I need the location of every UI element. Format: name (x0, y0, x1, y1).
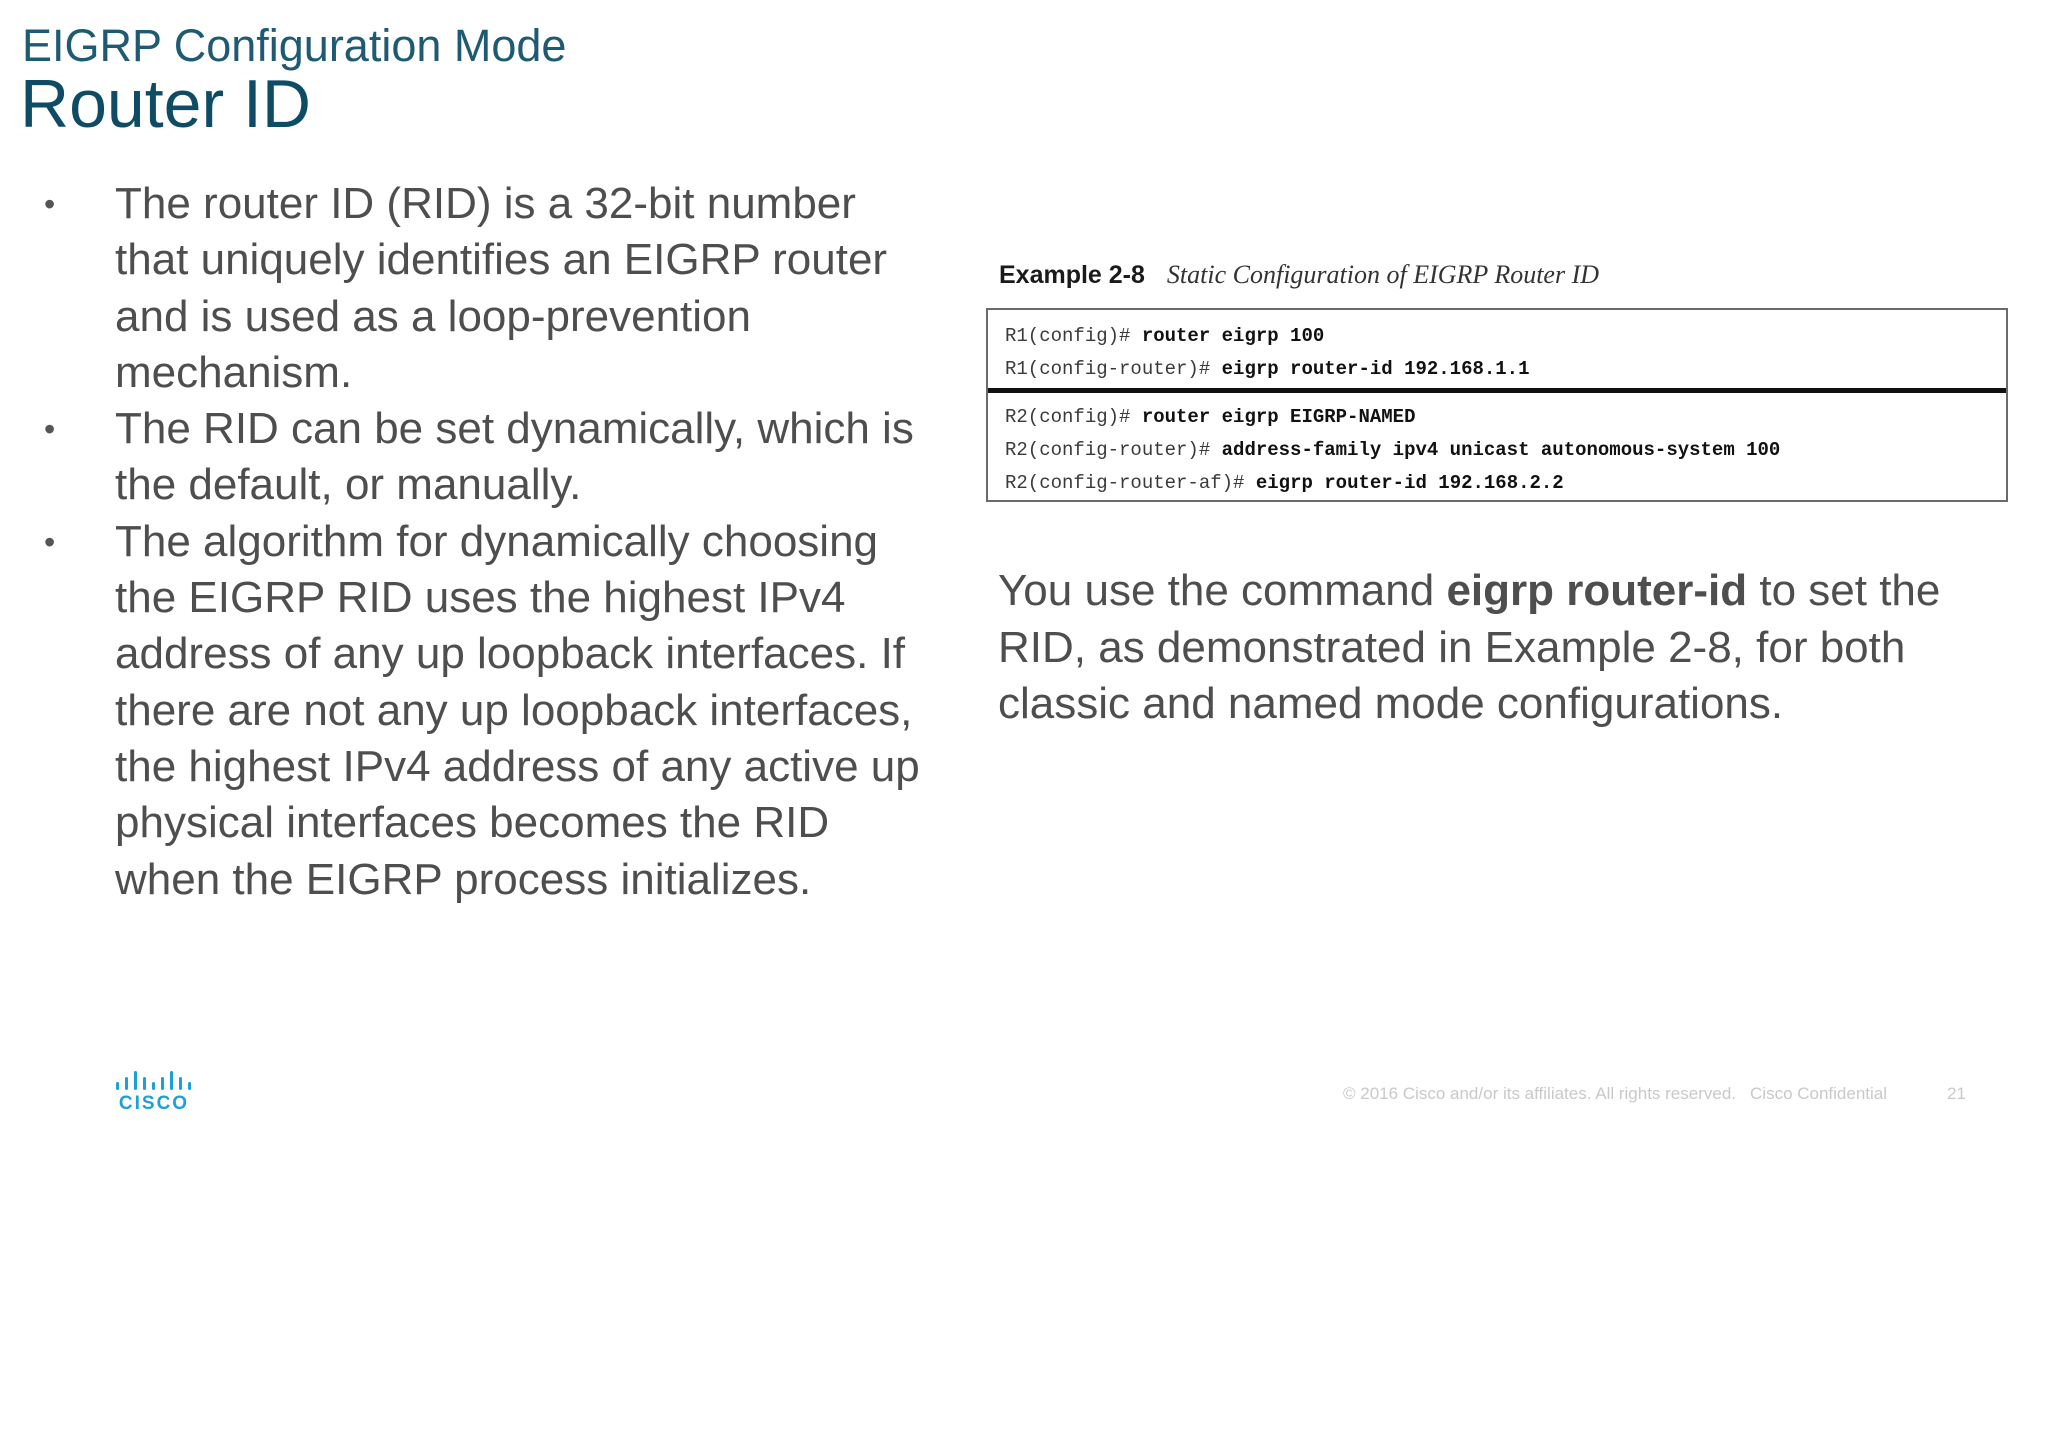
example-number: Example 2-8 (999, 261, 1145, 289)
code-line (1005, 320, 2006, 353)
example-name: Static Configuration of EIGRP Router ID (1166, 260, 1600, 289)
example-caption (999, 260, 1599, 290)
explanation-text (998, 563, 1978, 733)
code-line (1005, 434, 2006, 467)
bullet-item (44, 514, 924, 908)
code-block-r1 (988, 310, 2006, 388)
footer-copyright (1343, 1084, 1887, 1104)
page-number: 21 (1947, 1084, 1966, 1103)
code-command: eigrp router-id 192.168.2.2 (1255, 472, 1564, 494)
bullet-marker: • (44, 411, 56, 448)
logo-text: CISCO (118, 1093, 190, 1112)
code-command: eigrp router-id 192.168.1.1 (1221, 358, 1530, 380)
code-line (1005, 467, 2006, 500)
bullet-text: The RID can be set dynamically, which is the default, or manually. (115, 404, 914, 510)
code-command: router eigrp 100 (1141, 325, 1325, 347)
code-prompt: R1(config)# (1005, 325, 1131, 347)
bullet-text: The algorithm for dynamically choosing the EIGRP RID uses the highest IPv4 address of any up loopback interfaces. If there are not any up loopback interfaces, the highest IPv4 address of any active up physical interfaces becomes the RID when the EIGRP process initializes. (115, 516, 920, 904)
explanation-after: to set the RID, as demonstrated in Example 2-8, for both classic and named mode configurations. (998, 566, 1941, 728)
code-prompt: R2(config-router-af)# (1005, 472, 1245, 494)
bullet-marker: • (44, 523, 56, 560)
slide-title: Router ID (20, 66, 311, 142)
code-command: address-family ipv4 unicast autonomous-system 100 (1221, 439, 1781, 461)
code-command: router eigrp EIGRP-NAMED (1141, 406, 1416, 428)
code-line (1005, 401, 2006, 434)
bullet-marker: • (44, 186, 56, 222)
slide-supertitle: EIGRP Configuration Mode (22, 20, 567, 71)
confidential-text: Cisco Confidential (1750, 1084, 1888, 1103)
explanation-command: eigrp router-id (1446, 566, 1748, 615)
bullet-text: The router ID (RID) is a 32-bit number that uniquely identifies an EIGRP router and is used as a loop-prevention mechanism. (115, 179, 888, 397)
code-block-r2 (988, 393, 2006, 500)
code-prompt: R1(config-router)# (1005, 358, 1211, 380)
explanation-before: You use the command (998, 566, 1447, 615)
bullet-item (44, 176, 924, 401)
cisco-logo-icon (114, 1068, 196, 1112)
copyright-text: © 2016 Cisco and/or its affiliates. All rights reserved. (1343, 1084, 1737, 1103)
bullet-item (44, 401, 924, 514)
bullet-list (44, 176, 924, 908)
code-example-box (986, 308, 2008, 502)
code-line (1005, 353, 2006, 386)
code-prompt: R2(config-router)# (1005, 439, 1211, 461)
code-prompt: R2(config)# (1005, 406, 1131, 428)
